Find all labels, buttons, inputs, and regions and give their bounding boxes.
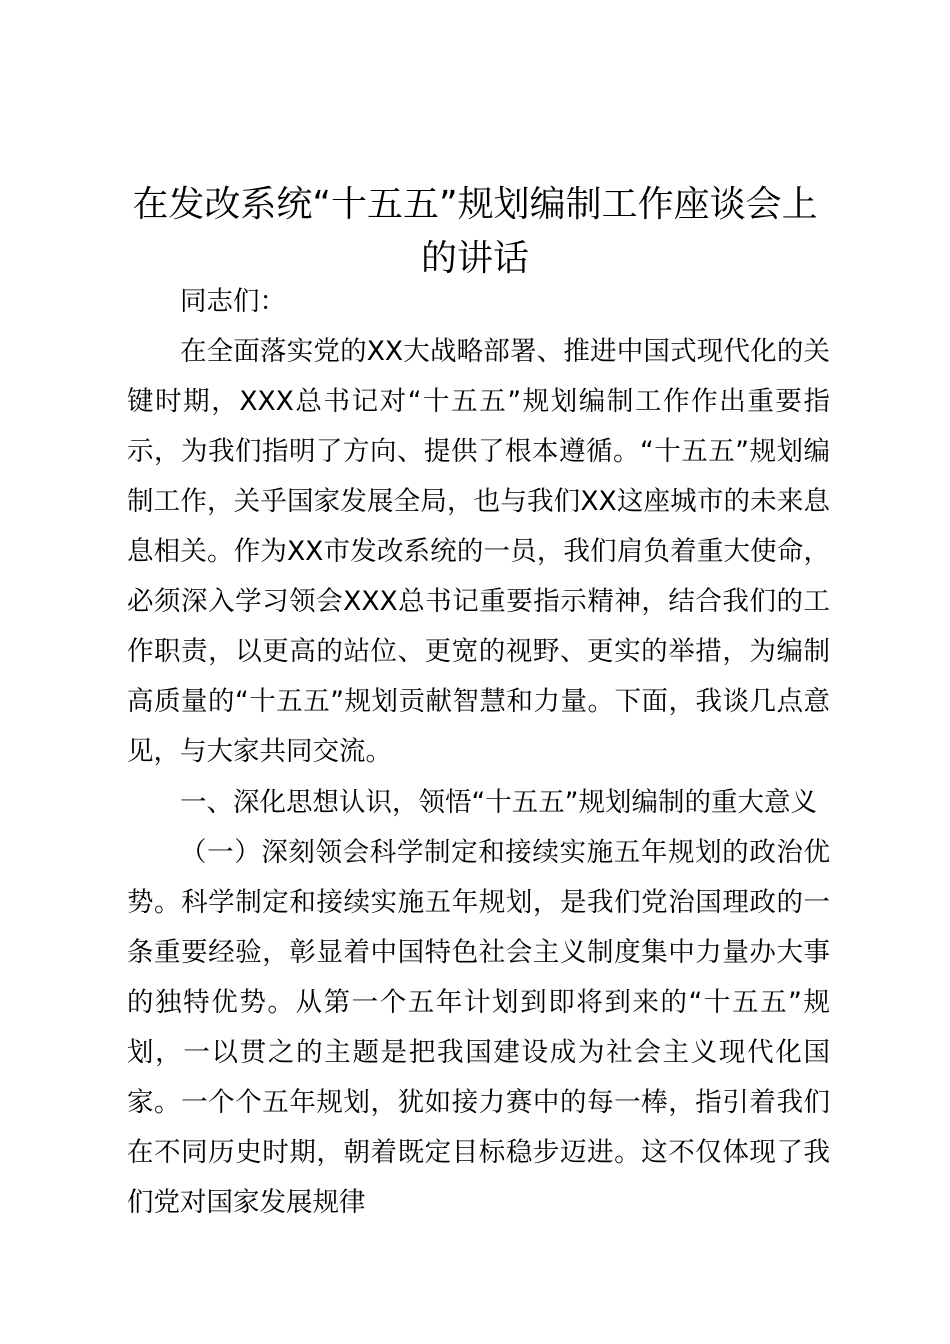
opening-paragraph: 在全面落实党的XX大战略部署、推进中国式现代化的关键时期，XXX总书记对“十五五”规划编制工作作出重要指示，为我们指明了方向、提供了根本遵循。“十五五”规划编制工作，关乎国家发展全局，也与我们XX这座城市的未来息息相关。作为XX市发改系统的一员，我们肩负着重大使命，必须深入学习领会XXX总书记重要指示精神，结合我们的工作职责，以更高的站位、更宽的视野、更实的举措，为编制高质量的“十五五”规划贡献智慧和力量。下面，我谈几点意见，与大家共同交流。	[127, 336, 830, 767]
subsection-paragraph: （一）深刻领会科学制定和接续实施五年规划的政治优势。科学制定和接续实施五年规划，是我们党治国理政的一条重要经验，彰显着中国特色社会主义制度集中力量办大事的独特优势。从第一个五年计划到即将到来的“十五五”规划，一以贯之的主题是把我国建设成为社会主义现代化国家。一个个五年规划，犹如接力赛中的每一棒，指引着我们在不同历史时期，朝着既定目标稳步迈进。这不仅体现了我们党对国家发展规律	[127, 837, 830, 1218]
salutation: 同志们：	[180, 286, 286, 317]
document-title: 在发改系统“十五五”规划编制工作座谈会上的讲话	[132, 184, 818, 279]
section-heading: 一、深化思想认识，领悟“十五五”规划编制的重大意义	[180, 787, 817, 818]
